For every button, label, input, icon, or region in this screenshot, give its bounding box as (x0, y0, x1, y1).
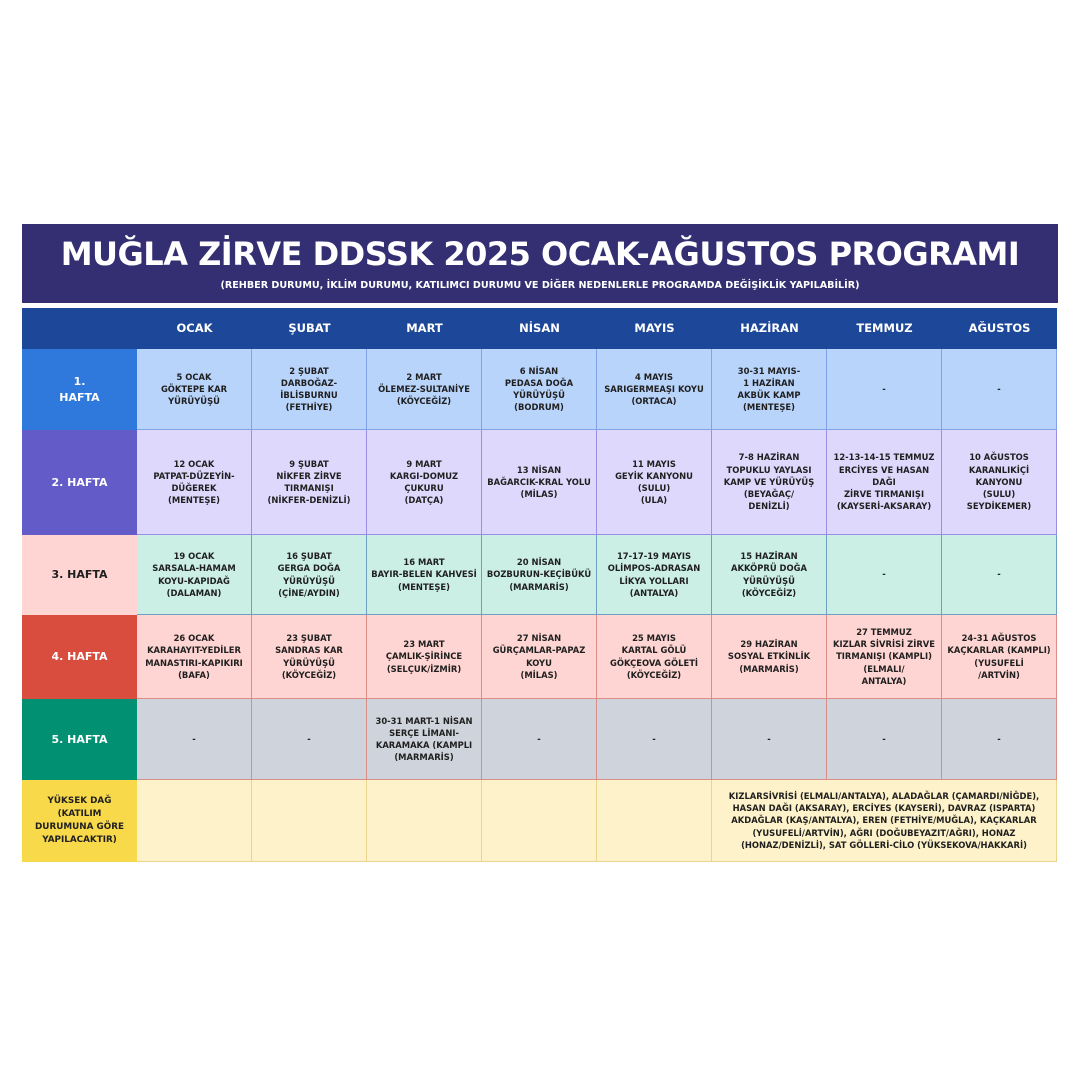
month-header-mayis: MAYIS (597, 308, 712, 349)
week-label-5: 5. HAFTA (22, 699, 137, 780)
schedule-table (22, 308, 1058, 864)
event-cell: 11 MAYIS GEYİK KANYONU (SULU) (ULA) (597, 430, 712, 535)
event-cell: - (942, 349, 1057, 430)
event-cell: 16 ŞUBAT GERGA DOĞA YÜRÜYÜŞÜ (ÇİNE/AYDIN) (252, 535, 367, 615)
month-header-nisan: NİSAN (482, 308, 597, 349)
empty-cell (367, 780, 482, 862)
event-cell: - (942, 535, 1057, 615)
event-cell: - (137, 699, 252, 780)
event-cell: 10 AĞUSTOS KARANLIKİÇİ KANYONU (SULU) SEYDİKEMER) (942, 430, 1057, 535)
event-cell: 23 ŞUBAT SANDRAS KAR YÜRÜYÜŞÜ (KÖYCEĞİZ) (252, 615, 367, 699)
event-cell: 4 MAYIS SARIGERMEAŞI KOYU (ORTACA) (597, 349, 712, 430)
month-header-ocak: OCAK (137, 308, 252, 349)
empty-cell (597, 780, 712, 862)
event-cell: - (827, 699, 942, 780)
week-label-2: 2. HAFTA (22, 430, 137, 535)
program-header (22, 224, 1058, 303)
event-cell: 12 OCAK PATPAT-DÜZEYİN- DÜĞEREK (MENTEŞE) (137, 430, 252, 535)
event-cell: - (712, 699, 827, 780)
page-subtitle: (REHBER DURUMU, İKLİM DURUMU, KATILIMCI DURUMU VE DİĞER NEDENLERLE PROGRAMDA DEĞİŞİKLİK YAPILABİLİR) (220, 280, 860, 291)
empty-cell (137, 780, 252, 862)
event-cell: - (482, 699, 597, 780)
event-cell: 24-31 AĞUSTOS KAÇKARLAR (KAMPLI) (YUSUFELİ /ARTVİN) (942, 615, 1057, 699)
event-cell: 13 NİSAN BAĞARCIK-KRAL YOLU (MİLAS) (482, 430, 597, 535)
page-title: MUĞLA ZİRVE DDSSK 2025 OCAK-AĞUSTOS PROGRAMI (60, 235, 1020, 273)
event-cell: 9 ŞUBAT NİKFER ZİRVE TIRMANIŞI (NİKFER-DENİZLİ) (252, 430, 367, 535)
event-cell: 15 HAZİRAN AKKÖPRÜ DOĞA YÜRÜYÜŞÜ (KÖYCEĞİZ) (712, 535, 827, 615)
event-cell: 16 MART BAYIR-BELEN KAHVESİ (MENTEŞE) (367, 535, 482, 615)
empty-cell (252, 780, 367, 862)
event-cell: - (827, 349, 942, 430)
event-cell: 12-13-14-15 TEMMUZ ERCİYES VE HASAN DAĞI ZİRVE TIRMANIŞI (KAYSERİ-AKSARAY) (827, 430, 942, 535)
corner-header (22, 308, 137, 349)
week-label-1: 1. HAFTA (22, 349, 137, 430)
event-cell: - (597, 699, 712, 780)
event-cell: 20 NİSAN BOZBURUN-KEÇİBÜKÜ (MARMARİS) (482, 535, 597, 615)
week-label-3: 3. HAFTA (22, 535, 137, 615)
event-cell: 2 ŞUBAT DARBOĞAZ-İBLİSBURNU (FETHİYE) (252, 349, 367, 430)
event-cell: 5 OCAK GÖKTEPE KAR YÜRÜYÜŞÜ (137, 349, 252, 430)
event-cell: 2 MART ÖLEMEZ-SULTANİYE (KÖYCEĞİZ) (367, 349, 482, 430)
event-cell: 7-8 HAZİRAN TOPUKLU YAYLASI KAMP VE YÜRÜYÜŞ (BEYAĞAÇ/ DENİZLİ) (712, 430, 827, 535)
event-cell: - (252, 699, 367, 780)
event-cell: 19 OCAK SARSALA-HAMAM KOYU-KAPIDAĞ (DALAMAN) (137, 535, 252, 615)
event-cell: 27 TEMMUZ KIZLAR SİVRİSİ ZİRVE TIRMANIŞI (KAMPLI) (ELMALI/ ANTALYA) (827, 615, 942, 699)
event-cell: 23 MART ÇAMLIK-ŞİRİNCE (SELÇUK/İZMİR) (367, 615, 482, 699)
month-header-temmuz: TEMMUZ (827, 308, 942, 349)
event-cell: - (942, 699, 1057, 780)
empty-cell (482, 780, 597, 862)
month-header-mart: MART (367, 308, 482, 349)
month-header-haziran: HAZİRAN (712, 308, 827, 349)
month-header-subat: ŞUBAT (252, 308, 367, 349)
week-label-4: 4. HAFTA (22, 615, 137, 699)
event-cell: 25 MAYIS KARTAL GÖLÜ GÖKÇEOVA GÖLETİ (KÖYCEĞİZ) (597, 615, 712, 699)
event-cell: 30-31 MAYIS- 1 HAZİRAN AKBÜK KAMP (MENTEŞE) (712, 349, 827, 430)
event-cell: 29 HAZİRAN SOSYAL ETKİNLİK (MARMARİS) (712, 615, 827, 699)
event-cell: - (827, 535, 942, 615)
month-header-agustos: AĞUSTOS (942, 308, 1057, 349)
event-cell: 9 MART KARGI-DOMUZ ÇUKURU (DATÇA) (367, 430, 482, 535)
high-mountain-label: YÜKSEK DAĞ (KATILIM DURUMUNA GÖRE YAPILACAKTIR) (22, 780, 137, 862)
event-cell: 30-31 MART-1 NİSAN SERÇE LİMANI- KARAMAKA (KAMPLI (MARMARİS) (367, 699, 482, 780)
event-cell: 26 OCAK KARAHAYIT-YEDİLER MANASTIRI-KAPIKIRI (BAFA) (137, 615, 252, 699)
event-cell: 6 NİSAN PEDASA DOĞA YÜRÜYÜŞÜ (BODRUM) (482, 349, 597, 430)
event-cell: 27 NİSAN GÜRÇAMLAR-PAPAZ KOYU (MİLAS) (482, 615, 597, 699)
event-cell: 17-17-19 MAYIS OLİMPOS-ADRASAN LİKYA YOLLARI (ANTALYA) (597, 535, 712, 615)
high-mountain-list: KIZLARSİVRİSİ (ELMALI/ANTALYA), ALADAĞLAR (ÇAMARDI/NİĞDE), HASAN DAĞI (AKSARAY), ERCİYES (KAYSERİ), DAVRAZ (ISPARTA) AKDAĞLAR (KAŞ/ANTALYA), EREN (FETHİYE/MUĞLA), KAÇKARLAR (YUSUFELİ/ARTVİN), AĞRI (DOĞUBEYAZIT/AĞRI), HONAZ (HONAZ/DENİZLİ), SAT GÖLLERİ-CİLO (YÜKSEKOVA/HAKKARİ) (712, 780, 1057, 862)
